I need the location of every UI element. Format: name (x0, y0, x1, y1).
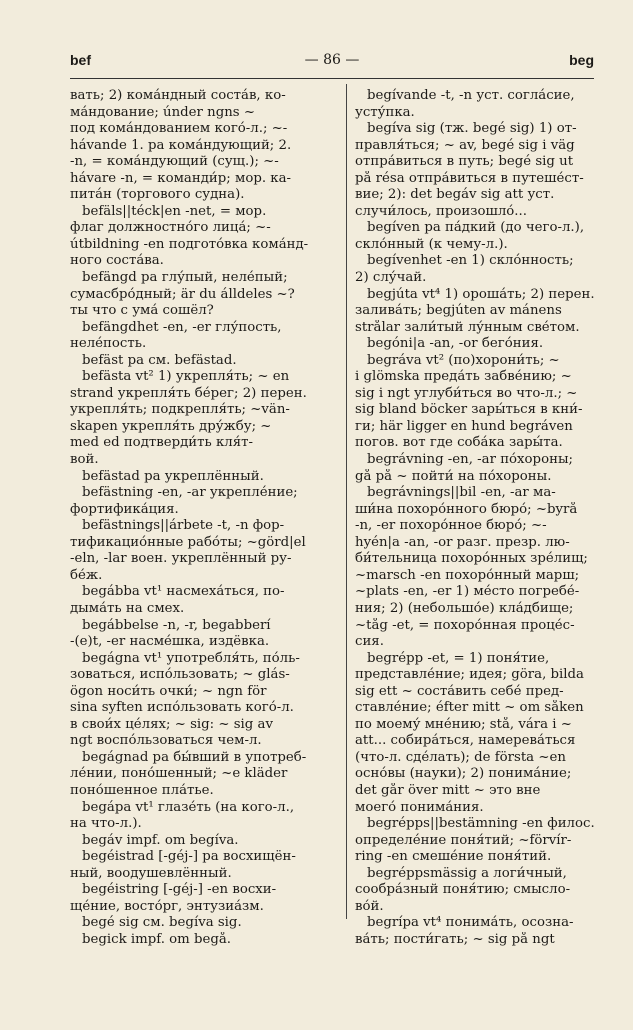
entry-line: укрепля́ть; подкрепля́ть; ~vän- (70, 402, 290, 418)
entry-line: med ed подтверди́ть кля́т- (70, 435, 253, 451)
entry-line: ши́на похоро́нного бюро́; ~byrå (355, 501, 578, 517)
entry-line: 2) слу́чай. (355, 270, 427, 286)
entry-headline: begóni|a -an, -or бего́ния. (367, 336, 544, 352)
entry-line: бе́ж. (70, 567, 103, 583)
entry-headline: befästnings||árbete -t, -n фор- (82, 518, 285, 534)
entry-line: ный, воодушевлённый. (70, 865, 232, 881)
entry-headline: begé sig см. begíva sig. (82, 915, 242, 931)
entry-headline: begéistring [-géj-] -en восхи- (82, 882, 277, 898)
entry-headline: begrépps||bestämning -en филос. (367, 816, 595, 832)
entry-line: sig bland böcker зары́ться в кни́- (355, 402, 583, 418)
entry-headline: begívande -t, -n уст. согла́сие, (367, 88, 575, 103)
entry-line: в свои́х це́лях; ~ sig: ~ sig av (70, 716, 273, 732)
entry-line: ставле́ние; éfter mitt ~ om såken (355, 700, 584, 716)
entry-line: att... собира́ться, намерева́ться (355, 733, 576, 749)
entry-line: сумасбро́дный; är du álldeles ~? (70, 286, 295, 302)
entry-line: под кома́ндованием кого́-л.; ~- (70, 121, 288, 137)
entry-line: ~tåg -et, = похоро́нная проце́с- (355, 617, 575, 633)
entry-line: случи́лось, произошло́... (355, 203, 527, 219)
entry-line: фортифика́ция. (70, 501, 179, 517)
entry-line: осно́вы (науки); 2) понима́ние; (355, 766, 572, 782)
entry-line: -n, = кома́ндующий (сущ.); ~- (70, 154, 279, 170)
entry-headline: begábba vt¹ насмеха́ться, по- (82, 584, 285, 600)
entry-headline: befängd pa глу́пый, неле́пый; (82, 270, 288, 286)
column-divider (346, 84, 347, 919)
entry-line: ния; 2) (небольшо́е) кла́дбище; (355, 600, 574, 616)
entry-line: зоваться, испо́льзовать; ~ glás- (70, 667, 290, 683)
entry-line: útbildning -en подгото́вка кома́нд- (70, 236, 309, 252)
left-column (70, 88, 338, 948)
entry-line: поно́шенное пла́тье. (70, 782, 214, 798)
entry-headline: begívenhet -en 1) скло́нность; (367, 253, 574, 269)
entry-line: погов. вот где соба́ка зары́та. (355, 435, 563, 451)
entry-line: определе́ние поня́тий; ~förvír- (355, 832, 572, 848)
entry-line: (что-л. сде́лать); de första ~en (355, 749, 566, 765)
entry-line: hávande 1. pa кома́ндующий; 2. (70, 137, 292, 153)
entry-line: hávare -n, = команди́р; мор. ка- (70, 170, 292, 186)
entry-line: sina syften испо́льзовать кого́-л. (70, 700, 294, 716)
entry-line: правля́ться; ~ av, begé sig i väg (355, 137, 575, 153)
entry-line: ва́ть; пости́гать; ~ sig på ngt (355, 931, 555, 947)
entry-line: ты что с ума́ сошёл? (70, 303, 214, 319)
entry-line: ~plats -en, -er 1) ме́сто погребе́- (355, 584, 580, 600)
entry-headline: begick impf. om begå. (82, 931, 232, 947)
header-rule (70, 78, 594, 79)
entry-line: по моему́ мне́нию; stå, vára i ~ (355, 716, 572, 732)
page-number: — 86 — (304, 52, 360, 68)
header-left-guideword: bef (70, 52, 91, 68)
entry-line: вать; 2) кома́ндный соста́в, ко- (70, 88, 286, 103)
entry-headline: begápa vt¹ глазе́ть (на кого-л., (82, 799, 295, 815)
entry-headline: begéistrad [-géj-] pa восхищён- (82, 849, 296, 865)
entry-headline: begréppsmässig a логи́чный, (367, 865, 567, 881)
entry-line: скло́нный (к чему-л.). (355, 236, 508, 252)
entry-line: ngt воспо́льзоваться чем-л. (70, 733, 262, 749)
entry-line: på résa отпра́виться в путеше́ст- (355, 170, 584, 186)
entry-headline: begíva sig (тж. begé sig) 1) от- (367, 121, 577, 137)
entry-headline: befängdhet -en, -er глу́пость, (82, 319, 282, 335)
entry-line: во́й. (355, 898, 384, 914)
entry-line: вой. (70, 452, 99, 468)
entry-headline: begjúta vt⁴ 1) ороша́ть; 2) перен. (367, 286, 595, 302)
entry-headline: befästning -en, -ar укрепле́ние; (82, 485, 298, 501)
entry-line: hyén|a -an, -or разг. презр. лю- (355, 534, 570, 550)
entry-headline: begábbelse -n, -r, begabberí (82, 617, 271, 633)
entry-line: ще́ние, восто́рг, энтузиа́зм. (70, 898, 264, 914)
entry-line: ögon носи́ть очки́; ~ ngn för (70, 683, 267, 699)
entry-line: на что-л.). (70, 816, 142, 832)
entry-headline: befäls||téck|en -net, = мор. (82, 203, 267, 219)
entry-line: -n, -er похоро́нное бюро́; ~- (355, 518, 547, 534)
entry-headline: begágna vt¹ употребля́ть, по́ль- (82, 650, 300, 666)
entry-line: strand укрепля́ть бе́рег; 2) перен. (70, 385, 307, 401)
entry-headline: begrávnings||bil -en, -ar ма- (367, 485, 556, 501)
entry-line: -(e)t, -er насме́шка, издёвка. (70, 634, 270, 650)
entry-line: пита́н (торгового судна). (70, 187, 245, 203)
entry-line: ного соста́ва. (70, 253, 164, 269)
entry-line: i glömska преда́ть забве́нию; ~ (355, 369, 572, 385)
entry-line: отпра́виться в путь; begé sig ut (355, 154, 574, 170)
entry-line: представле́ние; идея; göra, bilda (355, 667, 584, 683)
entry-line: моего́ понима́ния. (355, 799, 484, 815)
entry-line: skapen укрепля́ть дру́жбу; ~ (70, 418, 272, 434)
entry-line: gå på ~ пойти́ на по́хороны. (355, 468, 552, 484)
header-right-guideword: beg (569, 52, 594, 68)
page-header (70, 52, 594, 76)
entry-headline: begáv impf. om begíva. (82, 832, 239, 848)
entry-line: сия. (355, 634, 384, 650)
entry-line: усту́пка. (355, 104, 415, 120)
entry-line: ле́нии, поно́шенный; ~e kläder (70, 766, 288, 782)
entry-headline: befästad pa укреплённый. (82, 468, 264, 484)
entry-line: ги; här ligger en hund begráven (355, 418, 573, 434)
entry-headline: befäst pa см. befästad. (82, 352, 237, 368)
entry-headline: befästa vt² 1) укрепля́ть; ~ en (82, 369, 290, 385)
entry-headline: begíven pa па́дкий (до чего-л.), (367, 220, 585, 236)
entry-line: ~marsch -en похоро́нный марш; (355, 567, 580, 583)
entry-line: вие; 2): det begáv sig att уст. (355, 187, 555, 203)
entry-line: дыма́ть на смех. (70, 600, 185, 616)
entry-line: неле́пость. (70, 336, 147, 352)
entry-line: det går över mitt ~ это вне (355, 782, 541, 798)
entry-line: ring -en смеше́ние поня́тий. (355, 849, 552, 865)
entry-line: sig i ngt углуби́ться во что-л.; ~ (355, 385, 578, 401)
entry-headline: begrépp -et, = 1) поня́тие, (367, 650, 550, 666)
entry-line: -eln, -lar воен. укреплённый ру- (70, 551, 292, 567)
entry-line: флаг должностно́го лица́; ~- (70, 220, 271, 236)
entry-line: залива́ть; begjúten av mánens (355, 303, 562, 319)
entry-line: strålar зали́тый лу́нным све́том. (355, 319, 580, 335)
entry-headline: begrípa vt⁴ понима́ть, осозна- (367, 915, 574, 931)
entry-line: сообра́зный поня́тию; смысло- (355, 882, 571, 898)
entry-headline: begrávning -en, -ar по́хороны; (367, 452, 574, 468)
right-column (355, 88, 595, 948)
entry-headline: begráva vt² (по)хорони́ть; ~ (367, 352, 560, 368)
entry-headline: begágnad pa бы́вший в употреб- (82, 749, 307, 765)
entry-line: тификацио́нные рабо́ты; ~görd|el (70, 534, 306, 550)
entry-line: би́тельница похоро́нных зре́лищ; (355, 551, 588, 567)
entry-line: ма́ндование; únder ngns ~ (70, 104, 255, 120)
entry-line: sig ett ~ соста́вить себе́ пред- (355, 683, 564, 699)
